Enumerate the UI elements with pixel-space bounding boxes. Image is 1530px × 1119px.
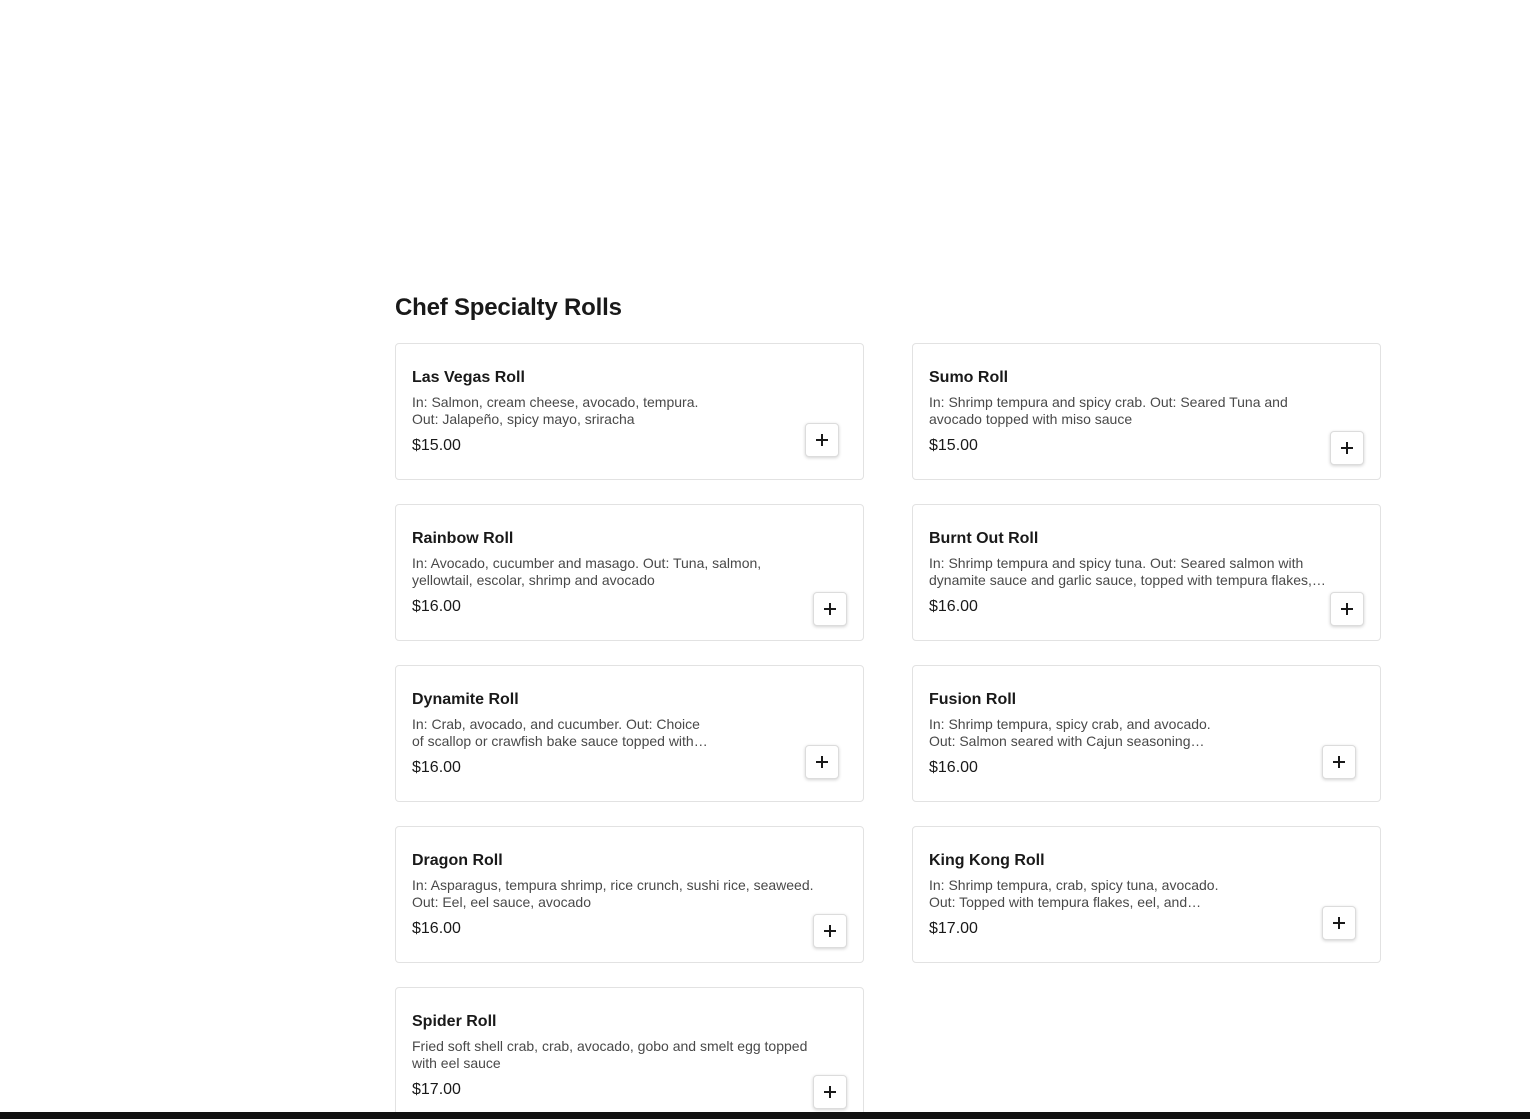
- menu-item-price: $17.00: [412, 1081, 461, 1098]
- menu-item-description: In: Shrimp tempura and spicy crab. Out: Seared Tuna and avocado topped with miso sauce: [929, 394, 1288, 427]
- menu-section: [395, 290, 1381, 1098]
- menu-item-card[interactable]: [395, 987, 864, 1119]
- plus-icon: [1333, 917, 1345, 929]
- menu-item-name: Spider Roll: [412, 1013, 497, 1030]
- add-item-button[interactable]: [1322, 745, 1356, 779]
- menu-item-card[interactable]: [395, 343, 864, 480]
- menu-item-price: $16.00: [412, 598, 461, 615]
- menu-item-description: In: Avocado, cucumber and masago. Out: Tuna, salmon, yellowtail, escolar, shrimp and avocado: [412, 555, 762, 588]
- add-item-button[interactable]: [1330, 592, 1364, 626]
- menu-item-card[interactable]: [395, 665, 864, 802]
- menu-item-name: Dragon Roll: [412, 852, 503, 869]
- menu-item-name: Las Vegas Roll: [412, 369, 525, 386]
- menu-item-price: $16.00: [412, 920, 461, 937]
- add-item-button[interactable]: [1330, 431, 1364, 465]
- menu-item-name: Dynamite Roll: [412, 691, 519, 708]
- menu-item-description: In: Shrimp tempura and spicy tuna. Out: Seared salmon with dynamite sauce and garlic sauce, topped with tempura flakes,: [929, 555, 1312, 588]
- menu-item-description: In: Shrimp tempura, spicy crab, and avocado. Out: Salmon seared with Cajun seasoning…: [929, 716, 1211, 749]
- add-item-button[interactable]: [813, 914, 847, 948]
- menu-item-price: $17.00: [929, 920, 978, 937]
- plus-icon: [824, 1086, 836, 1098]
- add-item-button[interactable]: [813, 1075, 847, 1109]
- menu-item-card[interactable]: [395, 826, 864, 963]
- plus-icon: [824, 925, 836, 937]
- menu-item-name: Rainbow Roll: [412, 530, 514, 547]
- menu-item-price: $15.00: [412, 437, 461, 454]
- plus-icon: [1341, 603, 1353, 615]
- menu-item-description: In: Shrimp tempura, crab, spicy tuna, avocado. Out: Topped with tempura flakes, eel, and…: [929, 877, 1219, 910]
- menu-item-card[interactable]: [395, 504, 864, 641]
- menu-item-price: $16.00: [929, 598, 978, 615]
- plus-icon: [816, 434, 828, 446]
- add-item-button[interactable]: [1322, 906, 1356, 940]
- add-item-button[interactable]: [805, 745, 839, 779]
- menu-item-card[interactable]: [912, 343, 1381, 480]
- menu-item-price: $15.00: [929, 437, 978, 454]
- plus-icon: [1341, 442, 1353, 454]
- menu-item-grid: [395, 343, 1381, 1119]
- bottom-bar: [0, 1112, 1530, 1119]
- section-title: Chef Specialty Rolls: [395, 294, 622, 321]
- menu-item-name: Fusion Roll: [929, 691, 1017, 708]
- plus-icon: [824, 603, 836, 615]
- menu-item-card[interactable]: [912, 826, 1381, 963]
- menu-item-card[interactable]: [912, 504, 1381, 641]
- menu-item-name: Sumo Roll: [929, 369, 1009, 386]
- menu-item-description: Fried soft shell crab, crab, avocado, gobo and smelt egg topped with eel sauce: [412, 1038, 808, 1071]
- plus-icon: [1333, 756, 1345, 768]
- menu-item-name: Burnt Out Roll: [929, 530, 1039, 547]
- menu-item-name: King Kong Roll: [929, 852, 1045, 869]
- add-item-button[interactable]: [805, 423, 839, 457]
- add-item-button[interactable]: [813, 592, 847, 626]
- menu-item-description: In: Asparagus, tempura shrimp, rice crunch, sushi rice, seaweed. Out: Eel, eel sauce, avocado: [412, 877, 814, 910]
- menu-item-price: $16.00: [412, 759, 461, 776]
- menu-item-price: $16.00: [929, 759, 978, 776]
- menu-item-description: In: Salmon, cream cheese, avocado, tempura. Out: Jalapeño, spicy mayo, sriracha: [412, 394, 699, 427]
- menu-item-card[interactable]: [912, 665, 1381, 802]
- plus-icon: [816, 756, 828, 768]
- menu-item-description: In: Crab, avocado, and cucumber. Out: Choice of scallop or crawfish bake sauce topped with: [412, 716, 700, 749]
